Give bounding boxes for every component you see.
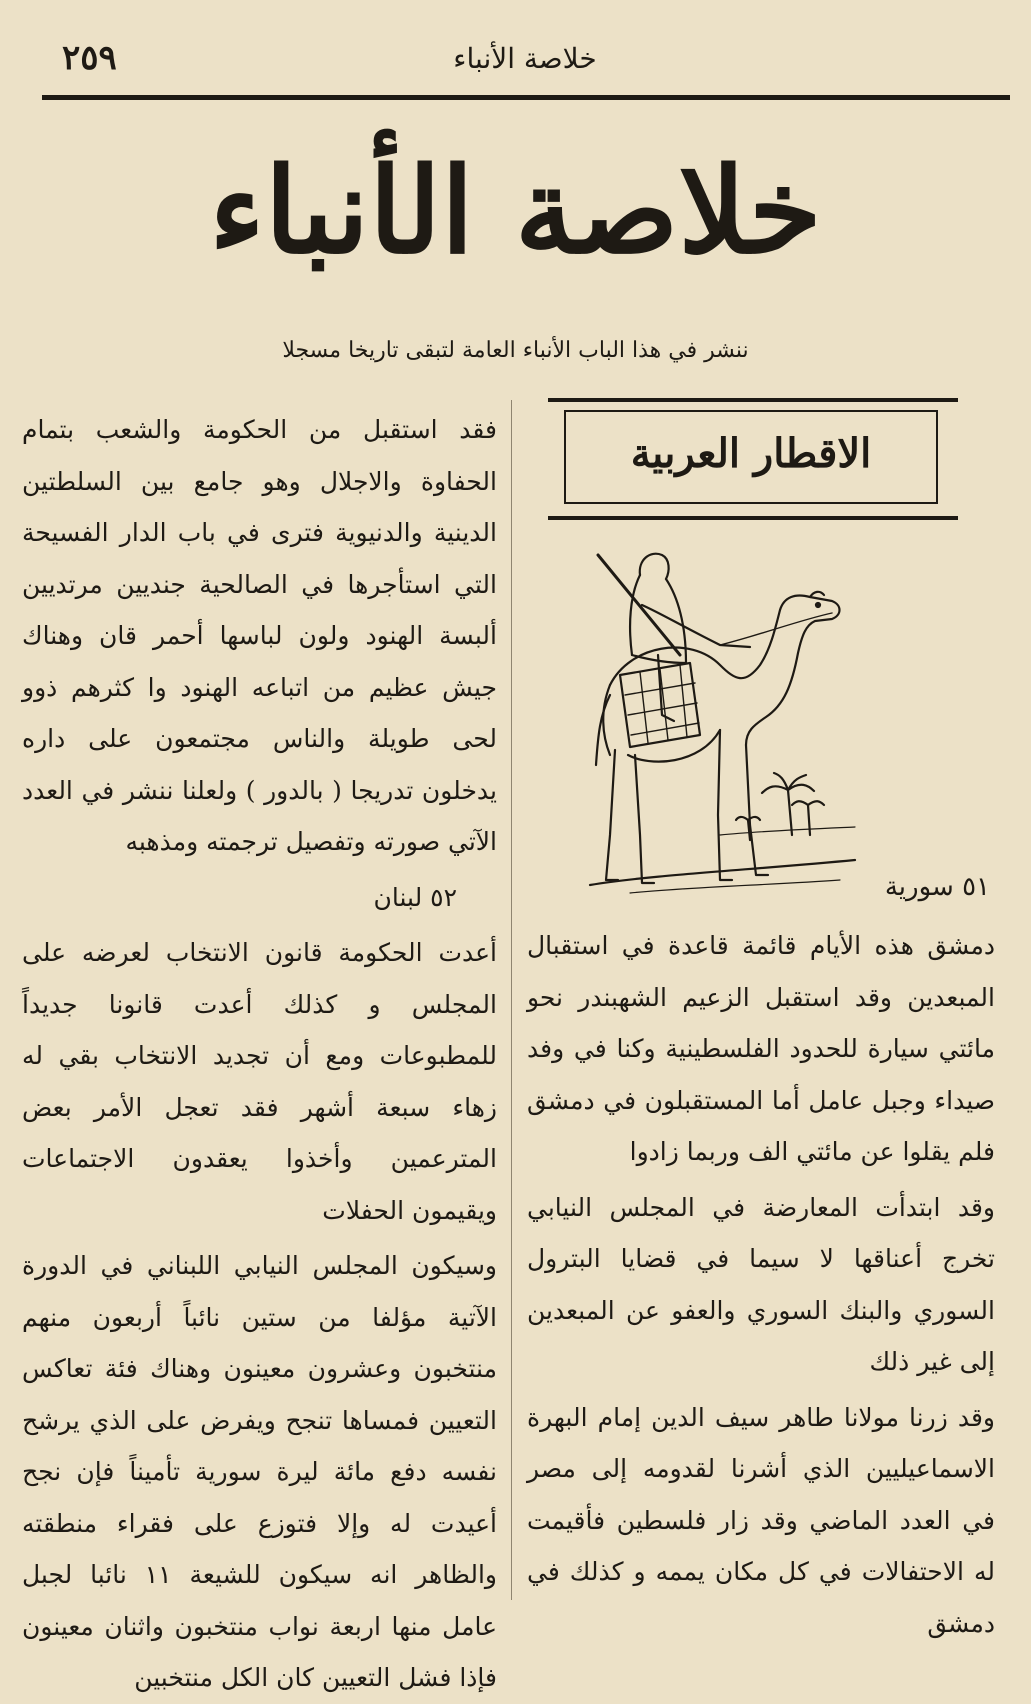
paragraph: دمشق هذه الأيام قائمة قاعدة في استقبال المبعدين وقد استقبل الزعيم الشهبندر نحو مائتي سيارة للحدود الفلسطينية وكنا في وفد صيداء وجبل عامل أما المستقبلون في دمشق فلم يقلوا عن مائتي الف وربما زادوا xyxy=(527,931,995,1166)
section-title: الاقطار العربية xyxy=(630,430,872,477)
page-number: ٢٥٩ xyxy=(62,38,117,78)
masthead-title: خلاصة الأنباء xyxy=(209,141,822,280)
column-divider xyxy=(511,400,512,1600)
running-head xyxy=(40,28,1010,88)
paragraph: وقد زرنا مولانا طاهر سيف الدين إمام البهرة الاسماعيليين الذي أشرنا لقدومه إلى مصر في العدد الماضي وقد زار فلسطين فأقيمت له الاحتفالات في كل مكان يممه و كذلك في دمشق xyxy=(527,1402,995,1638)
paragraph: وقد ابتدأت المعارضة في المجلس النيابي تخرج أعناقها لا سيما في قضايا البترول السوري والبنك السوري والعفو عن المبعدين إلى غير ذلك xyxy=(527,1192,995,1376)
paragraph: فقد استقبل من الحكومة والشعب بتمام الحفاوة والاجلال وهو جامع بين السلطتين الدينية والدنيوية فترى في باب الدار الفسيحة التي استأجرها في الصالحية جنديين مرتديين ألبسة الهنود ولون لباسها أحمر قان وهناك جيش عظيم من اتباعه الهنود وا كثرهم ذوو لحى طويلة والناس مجتمعون على داره يدخلون تدريجا ( بالدور ) ولعلنا ننشر في العدد الآتي صورته وتفصيل ترجمته ومذهبه xyxy=(22,415,497,856)
item-heading-syria: ٥١ سورية xyxy=(884,872,990,902)
paragraph: أعدت الحكومة قانون الانتخاب لعرضه على المجلس و كذلك أعدت قانونا جديداً للمطبوعات ومع أن تجديد الانتخاب بقي له زهاء سبعة أشهر فقد تعجل الأمر بعض المترعمين وأخذوا يعقدون الاجتماعات ويقيمون الحفلات xyxy=(22,938,497,1225)
masthead-subtitle: ننشر في هذا الباب الأنباء العامة لتبقى تاريخا مسجلا xyxy=(282,338,749,363)
section-title-box xyxy=(548,398,958,520)
box-frame xyxy=(564,410,938,504)
box-top-rule xyxy=(548,398,958,402)
right-column xyxy=(527,920,995,1649)
paragraph: وسيكون المجلس النيابي اللبناني في الدورة الآتية مؤلفا من ستين نائباً أربعون منهم منتخبون وعشرون معينون وهناك فئة تعاكس التعيين فمساها تنجح ويفرض على الذي يرشح نفسه دفع مائة ليرة سورية تأميناً فإن نجح أعيدت له وإلا فتوزع على فقراء منطقته والظاهر انه سيكون للشيعة ١١ نائبا لجبل عامل منها اربعة نواب منتخبون واثنان معينون فإذا فشل التعيين كان الكل منتخبين xyxy=(22,1251,498,1692)
left-column xyxy=(22,404,497,1704)
camel-rider-illustration xyxy=(570,535,870,905)
box-bottom-rule xyxy=(548,516,958,520)
item-heading-lebanon: ٥٢ لبنان xyxy=(373,882,457,912)
running-title: خلاصة الأنباء xyxy=(453,42,597,75)
header-rule xyxy=(42,95,1010,100)
